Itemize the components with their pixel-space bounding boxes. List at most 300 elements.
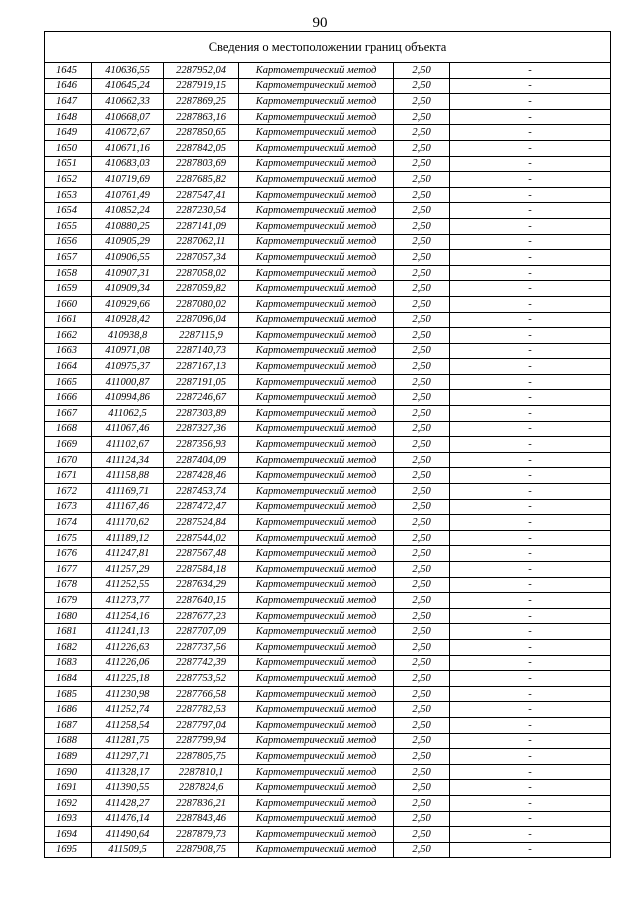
table-row [45, 156, 611, 172]
method-cell: Картометрический метод [239, 608, 394, 624]
x-coordinate-cell: 411158,88 [92, 468, 164, 484]
point-number-cell: 1647 [45, 94, 92, 110]
point-number-cell: 1687 [45, 717, 92, 733]
point-number-cell: 1671 [45, 468, 92, 484]
method-cell: Картометрический метод [239, 109, 394, 125]
accuracy-cell: 2,50 [394, 109, 450, 125]
x-coordinate-cell: 411102,67 [92, 437, 164, 453]
method-cell: Картометрический метод [239, 63, 394, 79]
accuracy-cell: 2,50 [394, 827, 450, 843]
table-row [45, 125, 611, 141]
y-coordinate-cell: 2287753,52 [164, 671, 239, 687]
point-number-cell: 1652 [45, 172, 92, 188]
accuracy-cell: 2,50 [394, 390, 450, 406]
y-coordinate-cell: 2287096,04 [164, 312, 239, 328]
x-coordinate-cell: 411230,98 [92, 686, 164, 702]
y-coordinate-cell: 2287059,82 [164, 281, 239, 297]
y-coordinate-cell: 2287850,65 [164, 125, 239, 141]
x-coordinate-cell: 411247,81 [92, 546, 164, 562]
accuracy-cell: 2,50 [394, 281, 450, 297]
point-number-cell: 1655 [45, 218, 92, 234]
point-number-cell: 1664 [45, 359, 92, 375]
accuracy-cell: 2,50 [394, 780, 450, 796]
accuracy-cell: 2,50 [394, 639, 450, 655]
table-row [45, 733, 611, 749]
x-coordinate-cell: 410636,55 [92, 63, 164, 79]
boundary-table-container [44, 31, 610, 858]
method-cell: Картометрический метод [239, 780, 394, 796]
x-coordinate-cell: 411124,34 [92, 452, 164, 468]
point-number-cell: 1670 [45, 452, 92, 468]
accuracy-cell: 2,50 [394, 795, 450, 811]
x-coordinate-cell: 411067,46 [92, 421, 164, 437]
description-cell: - [450, 608, 611, 624]
point-number-cell: 1678 [45, 577, 92, 593]
x-coordinate-cell: 410971,08 [92, 343, 164, 359]
description-cell: - [450, 140, 611, 156]
description-cell: - [450, 811, 611, 827]
table-row [45, 593, 611, 609]
x-coordinate-cell: 411252,74 [92, 702, 164, 718]
description-cell: - [450, 94, 611, 110]
y-coordinate-cell: 2287952,04 [164, 63, 239, 79]
x-coordinate-cell: 411000,87 [92, 374, 164, 390]
accuracy-cell: 2,50 [394, 234, 450, 250]
accuracy-cell: 2,50 [394, 296, 450, 312]
description-cell: - [450, 328, 611, 344]
description-cell: - [450, 562, 611, 578]
x-coordinate-cell: 410719,69 [92, 172, 164, 188]
accuracy-cell: 2,50 [394, 125, 450, 141]
table-row [45, 842, 611, 858]
point-number-cell: 1656 [45, 234, 92, 250]
point-number-cell: 1658 [45, 265, 92, 281]
point-number-cell: 1663 [45, 343, 92, 359]
description-cell: - [450, 172, 611, 188]
accuracy-cell: 2,50 [394, 452, 450, 468]
table-row [45, 63, 611, 79]
accuracy-cell: 2,50 [394, 468, 450, 484]
point-number-cell: 1651 [45, 156, 92, 172]
y-coordinate-cell: 2287058,02 [164, 265, 239, 281]
accuracy-cell: 2,50 [394, 63, 450, 79]
point-number-cell: 1665 [45, 374, 92, 390]
description-cell: - [450, 530, 611, 546]
method-cell: Картометрический метод [239, 437, 394, 453]
y-coordinate-cell: 2287879,73 [164, 827, 239, 843]
y-coordinate-cell: 2287634,29 [164, 577, 239, 593]
description-cell: - [450, 468, 611, 484]
accuracy-cell: 2,50 [394, 203, 450, 219]
x-coordinate-cell: 410905,29 [92, 234, 164, 250]
table-row [45, 780, 611, 796]
description-cell: - [450, 827, 611, 843]
description-cell: - [450, 234, 611, 250]
point-number-cell: 1675 [45, 530, 92, 546]
y-coordinate-cell: 2287737,56 [164, 639, 239, 655]
table-row [45, 421, 611, 437]
table-row [45, 437, 611, 453]
table-row [45, 671, 611, 687]
description-cell: - [450, 406, 611, 422]
description-cell: - [450, 733, 611, 749]
method-cell: Картометрический метод [239, 78, 394, 94]
x-coordinate-cell: 410975,37 [92, 359, 164, 375]
accuracy-cell: 2,50 [394, 671, 450, 687]
method-cell: Картометрический метод [239, 515, 394, 531]
y-coordinate-cell: 2287810,1 [164, 764, 239, 780]
method-cell: Картометрический метод [239, 421, 394, 437]
description-cell: - [450, 374, 611, 390]
point-number-cell: 1649 [45, 125, 92, 141]
y-coordinate-cell: 2287547,41 [164, 187, 239, 203]
description-cell: - [450, 156, 611, 172]
y-coordinate-cell: 2287057,34 [164, 250, 239, 266]
x-coordinate-cell: 411328,17 [92, 764, 164, 780]
y-coordinate-cell: 2287584,18 [164, 562, 239, 578]
accuracy-cell: 2,50 [394, 421, 450, 437]
point-number-cell: 1674 [45, 515, 92, 531]
table-row [45, 234, 611, 250]
point-number-cell: 1680 [45, 608, 92, 624]
point-number-cell: 1692 [45, 795, 92, 811]
y-coordinate-cell: 2287766,58 [164, 686, 239, 702]
accuracy-cell: 2,50 [394, 702, 450, 718]
point-number-cell: 1676 [45, 546, 92, 562]
x-coordinate-cell: 411297,71 [92, 749, 164, 765]
table-row [45, 94, 611, 110]
table-row [45, 624, 611, 640]
x-coordinate-cell: 411226,06 [92, 655, 164, 671]
y-coordinate-cell: 2287797,04 [164, 717, 239, 733]
table-caption-row [45, 32, 611, 63]
description-cell: - [450, 639, 611, 655]
description-cell: - [450, 265, 611, 281]
x-coordinate-cell: 411281,75 [92, 733, 164, 749]
method-cell: Картометрический метод [239, 530, 394, 546]
method-cell: Картометрический метод [239, 390, 394, 406]
description-cell: - [450, 624, 611, 640]
x-coordinate-cell: 410671,16 [92, 140, 164, 156]
table-row [45, 639, 611, 655]
description-cell: - [450, 63, 611, 79]
x-coordinate-cell: 411225,18 [92, 671, 164, 687]
description-cell: - [450, 671, 611, 687]
accuracy-cell: 2,50 [394, 374, 450, 390]
accuracy-cell: 2,50 [394, 546, 450, 562]
description-cell: - [450, 421, 611, 437]
y-coordinate-cell: 2287524,84 [164, 515, 239, 531]
accuracy-cell: 2,50 [394, 515, 450, 531]
method-cell: Картометрический метод [239, 296, 394, 312]
accuracy-cell: 2,50 [394, 265, 450, 281]
description-cell: - [450, 764, 611, 780]
point-number-cell: 1669 [45, 437, 92, 453]
point-number-cell: 1653 [45, 187, 92, 203]
method-cell: Картометрический метод [239, 125, 394, 141]
description-cell: - [450, 499, 611, 515]
x-coordinate-cell: 411254,16 [92, 608, 164, 624]
method-cell: Картометрический метод [239, 218, 394, 234]
y-coordinate-cell: 2287428,46 [164, 468, 239, 484]
point-number-cell: 1683 [45, 655, 92, 671]
point-number-cell: 1695 [45, 842, 92, 858]
point-number-cell: 1689 [45, 749, 92, 765]
table-row [45, 764, 611, 780]
point-number-cell: 1677 [45, 562, 92, 578]
accuracy-cell: 2,50 [394, 764, 450, 780]
method-cell: Картометрический метод [239, 499, 394, 515]
point-number-cell: 1688 [45, 733, 92, 749]
page-number: 90 [312, 15, 328, 31]
table-row [45, 515, 611, 531]
method-cell: Картометрический метод [239, 140, 394, 156]
accuracy-cell: 2,50 [394, 94, 450, 110]
point-number-cell: 1684 [45, 671, 92, 687]
method-cell: Картометрический метод [239, 203, 394, 219]
point-number-cell: 1673 [45, 499, 92, 515]
table-row [45, 359, 611, 375]
x-coordinate-cell: 410668,07 [92, 109, 164, 125]
y-coordinate-cell: 2287640,15 [164, 593, 239, 609]
method-cell: Картометрический метод [239, 374, 394, 390]
description-cell: - [450, 655, 611, 671]
description-cell: - [450, 702, 611, 718]
method-cell: Картометрический метод [239, 94, 394, 110]
accuracy-cell: 2,50 [394, 499, 450, 515]
table-row [45, 265, 611, 281]
accuracy-cell: 2,50 [394, 733, 450, 749]
accuracy-cell: 2,50 [394, 749, 450, 765]
table-row [45, 546, 611, 562]
method-cell: Картометрический метод [239, 406, 394, 422]
table-row [45, 296, 611, 312]
description-cell: - [450, 296, 611, 312]
y-coordinate-cell: 2287782,53 [164, 702, 239, 718]
x-coordinate-cell: 411170,62 [92, 515, 164, 531]
accuracy-cell: 2,50 [394, 655, 450, 671]
x-coordinate-cell: 411169,71 [92, 484, 164, 500]
point-number-cell: 1694 [45, 827, 92, 843]
table-row [45, 795, 611, 811]
method-cell: Картометрический метод [239, 156, 394, 172]
method-cell: Картометрический метод [239, 562, 394, 578]
accuracy-cell: 2,50 [394, 842, 450, 858]
y-coordinate-cell: 2287141,09 [164, 218, 239, 234]
method-cell: Картометрический метод [239, 281, 394, 297]
method-cell: Картометрический метод [239, 764, 394, 780]
table-row [45, 343, 611, 359]
method-cell: Картометрический метод [239, 359, 394, 375]
y-coordinate-cell: 2287919,15 [164, 78, 239, 94]
y-coordinate-cell: 2287191,05 [164, 374, 239, 390]
accuracy-cell: 2,50 [394, 312, 450, 328]
table-row [45, 281, 611, 297]
description-cell: - [450, 312, 611, 328]
accuracy-cell: 2,50 [394, 717, 450, 733]
table-row [45, 499, 611, 515]
point-number-cell: 1681 [45, 624, 92, 640]
table-row [45, 109, 611, 125]
x-coordinate-cell: 410994,86 [92, 390, 164, 406]
x-coordinate-cell: 411252,55 [92, 577, 164, 593]
x-coordinate-cell: 410928,42 [92, 312, 164, 328]
accuracy-cell: 2,50 [394, 484, 450, 500]
x-coordinate-cell: 411428,27 [92, 795, 164, 811]
y-coordinate-cell: 2287843,46 [164, 811, 239, 827]
accuracy-cell: 2,50 [394, 811, 450, 827]
description-cell: - [450, 749, 611, 765]
table-row [45, 328, 611, 344]
y-coordinate-cell: 2287742,39 [164, 655, 239, 671]
boundary-coordinates-table [44, 31, 611, 858]
description-cell: - [450, 842, 611, 858]
method-cell: Картометрический метод [239, 749, 394, 765]
table-row [45, 717, 611, 733]
table-row [45, 562, 611, 578]
accuracy-cell: 2,50 [394, 187, 450, 203]
table-row [45, 78, 611, 94]
table-row [45, 827, 611, 843]
y-coordinate-cell: 2287803,69 [164, 156, 239, 172]
point-number-cell: 1662 [45, 328, 92, 344]
method-cell: Картометрический метод [239, 312, 394, 328]
method-cell: Картометрический метод [239, 452, 394, 468]
method-cell: Картометрический метод [239, 639, 394, 655]
accuracy-cell: 2,50 [394, 608, 450, 624]
x-coordinate-cell: 410672,67 [92, 125, 164, 141]
table-row [45, 749, 611, 765]
point-number-cell: 1667 [45, 406, 92, 422]
y-coordinate-cell: 2287062,11 [164, 234, 239, 250]
description-cell: - [450, 390, 611, 406]
accuracy-cell: 2,50 [394, 562, 450, 578]
description-cell: - [450, 780, 611, 796]
table-row [45, 530, 611, 546]
method-cell: Картометрический метод [239, 702, 394, 718]
x-coordinate-cell: 411390,55 [92, 780, 164, 796]
description-cell: - [450, 203, 611, 219]
point-number-cell: 1645 [45, 63, 92, 79]
y-coordinate-cell: 2287567,48 [164, 546, 239, 562]
method-cell: Картометрический метод [239, 733, 394, 749]
point-number-cell: 1660 [45, 296, 92, 312]
method-cell: Картометрический метод [239, 250, 394, 266]
description-cell: - [450, 250, 611, 266]
table-row [45, 218, 611, 234]
description-cell: - [450, 125, 611, 141]
y-coordinate-cell: 2287327,36 [164, 421, 239, 437]
point-number-cell: 1691 [45, 780, 92, 796]
accuracy-cell: 2,50 [394, 250, 450, 266]
method-cell: Картометрический метод [239, 795, 394, 811]
point-number-cell: 1672 [45, 484, 92, 500]
method-cell: Картометрический метод [239, 577, 394, 593]
table-caption: Сведения о местоположении границ объекта [45, 32, 611, 63]
method-cell: Картометрический метод [239, 655, 394, 671]
point-number-cell: 1679 [45, 593, 92, 609]
table-row [45, 172, 611, 188]
x-coordinate-cell: 411167,46 [92, 499, 164, 515]
x-coordinate-cell: 410852,24 [92, 203, 164, 219]
x-coordinate-cell: 410929,66 [92, 296, 164, 312]
y-coordinate-cell: 2287799,94 [164, 733, 239, 749]
description-cell: - [450, 281, 611, 297]
y-coordinate-cell: 2287472,47 [164, 499, 239, 515]
x-coordinate-cell: 411476,14 [92, 811, 164, 827]
method-cell: Картометрический метод [239, 234, 394, 250]
point-number-cell: 1668 [45, 421, 92, 437]
accuracy-cell: 2,50 [394, 406, 450, 422]
accuracy-cell: 2,50 [394, 686, 450, 702]
x-coordinate-cell: 411241,13 [92, 624, 164, 640]
table-row [45, 702, 611, 718]
table-row [45, 390, 611, 406]
table-row [45, 140, 611, 156]
table-row [45, 655, 611, 671]
x-coordinate-cell: 410909,34 [92, 281, 164, 297]
method-cell: Картометрический метод [239, 671, 394, 687]
point-number-cell: 1648 [45, 109, 92, 125]
x-coordinate-cell: 411062,5 [92, 406, 164, 422]
description-cell: - [450, 717, 611, 733]
description-cell: - [450, 795, 611, 811]
y-coordinate-cell: 2287246,67 [164, 390, 239, 406]
method-cell: Картометрический метод [239, 546, 394, 562]
table-row [45, 608, 611, 624]
method-cell: Картометрический метод [239, 827, 394, 843]
y-coordinate-cell: 2287167,13 [164, 359, 239, 375]
accuracy-cell: 2,50 [394, 156, 450, 172]
x-coordinate-cell: 410906,55 [92, 250, 164, 266]
y-coordinate-cell: 2287230,54 [164, 203, 239, 219]
accuracy-cell: 2,50 [394, 140, 450, 156]
table-row [45, 203, 611, 219]
table-row [45, 686, 611, 702]
table-row [45, 312, 611, 328]
description-cell: - [450, 452, 611, 468]
x-coordinate-cell: 411258,54 [92, 717, 164, 733]
x-coordinate-cell: 411490,64 [92, 827, 164, 843]
x-coordinate-cell: 411273,77 [92, 593, 164, 609]
y-coordinate-cell: 2287908,75 [164, 842, 239, 858]
x-coordinate-cell: 411509,5 [92, 842, 164, 858]
x-coordinate-cell: 411189,12 [92, 530, 164, 546]
point-number-cell: 1654 [45, 203, 92, 219]
x-coordinate-cell: 410761,49 [92, 187, 164, 203]
table-row [45, 187, 611, 203]
description-cell: - [450, 593, 611, 609]
description-cell: - [450, 686, 611, 702]
y-coordinate-cell: 2287836,21 [164, 795, 239, 811]
point-number-cell: 1661 [45, 312, 92, 328]
x-coordinate-cell: 410683,03 [92, 156, 164, 172]
point-number-cell: 1686 [45, 702, 92, 718]
y-coordinate-cell: 2287544,02 [164, 530, 239, 546]
point-number-cell: 1693 [45, 811, 92, 827]
table-row [45, 250, 611, 266]
method-cell: Картометрический метод [239, 172, 394, 188]
table-row [45, 577, 611, 593]
point-number-cell: 1685 [45, 686, 92, 702]
accuracy-cell: 2,50 [394, 437, 450, 453]
method-cell: Картометрический метод [239, 842, 394, 858]
x-coordinate-cell: 410662,33 [92, 94, 164, 110]
description-cell: - [450, 437, 611, 453]
description-cell: - [450, 546, 611, 562]
method-cell: Картометрический метод [239, 811, 394, 827]
accuracy-cell: 2,50 [394, 172, 450, 188]
